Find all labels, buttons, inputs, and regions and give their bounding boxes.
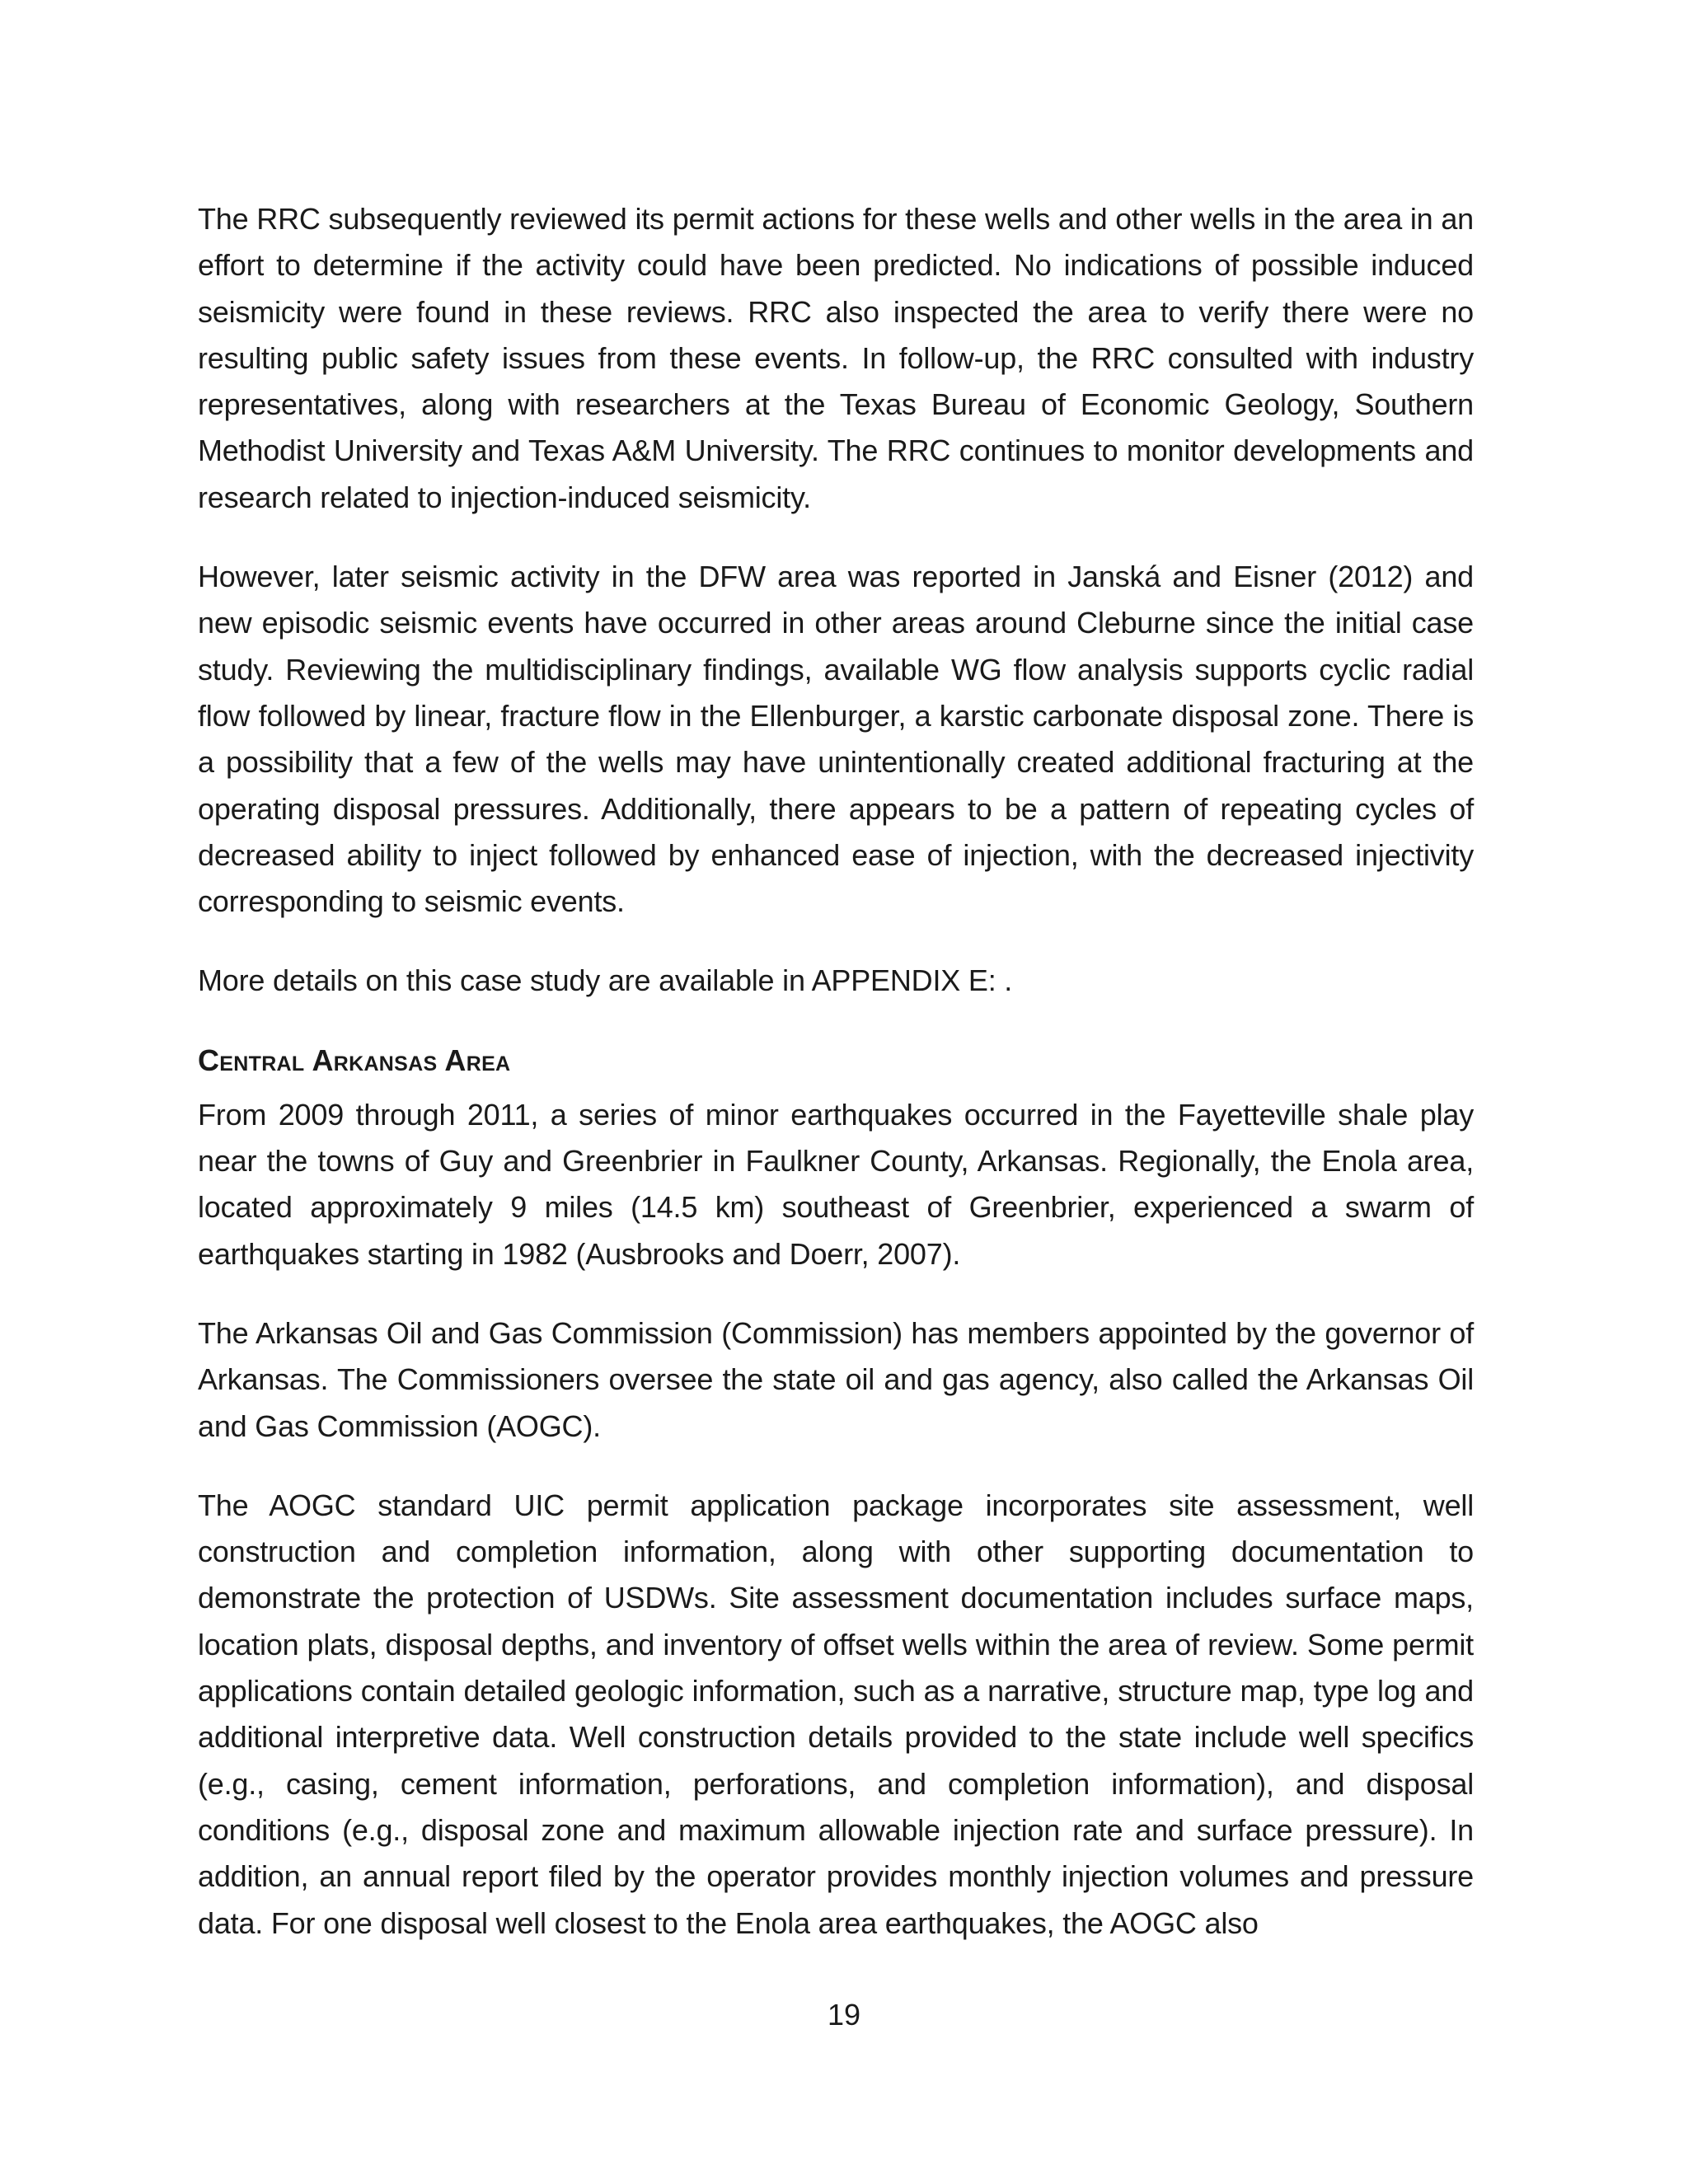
page-body <box>198 196 1474 1980</box>
paragraph-aogc-permit-package: The AOGC standard UIC permit application package incorporates site assessment, well construction and completion information, along with other supporting documentation to demonstrate the protection of USDWs. Site assessment documentation includes surface maps, location plats, disposal depths, and inventory of offset wells within the area of review. Some permit applications contain detailed geologic information, such as a narrative, structure map, type log and additional interpretive data. Well construction details provided to the state include well specifics (e.g., casing, cement information, perforations, and completion information), and disposal conditions (e.g., disposal zone and maximum allowable injection rate and surface pressure). In addition, an annual report filed by the operator provides monthly injection volumes and pressure data. For one disposal well closest to the Enola area earthquakes, the AOGC also <box>198 1488 1474 1940</box>
paragraph-aogc-commission: The Arkansas Oil and Gas Commission (Commission) has members appointed by the governor of Arkansas. The Commissioners oversee the state oil and gas agency, also called the Arkansas Oil and Gas Commission (AOGC). <box>198 1315 1474 1443</box>
paragraph-later-seismic-activity: However, later seismic activity in the DFW area was reported in Janská and Eisner (2012) and new episodic seismic events have occurred in other areas around Cleburne since the initial case study. Reviewing the multidisciplinary findings, available WG flow analysis supports cyclic radial flow followed by linear, fracture flow in the Ellenburger, a karstic carbonate disposal zone. There is a possibility that a few of the wells may have unintentionally created additional fracturing at the operating disposal pressures. Additionally, there appears to be a pattern of repeating cycles of decreased ability to inject followed by enhanced ease of injection, with the decreased injectivity corresponding to seismic events. <box>198 560 1474 919</box>
paragraph-arkansas-earthquakes: From 2009 through 2011, a series of minor earthquakes occurred in the Fayetteville shale play near the towns of Guy and Greenbrier in Faulkner County, Arkansas. Regionally, the Enola area, located approximately 9 miles (14.5 km) southeast of Greenbrier, experienced a swarm of earthquakes starting in 1982 (Ausbrooks and Doerr, 2007). <box>198 1097 1474 1271</box>
paragraph-rrc-review: The RRC subsequently reviewed its permit actions for these wells and other wells in the area in an effort to determine if the activity could have been predicted. No indications of possible induced seismicity were found in these reviews. RRC also inspected the area to verify there were no resulting public safety issues from these events. In follow-up, the RRC consulted with industry representatives, along with researchers at the Texas Bureau of Economic Geology, Southern Methodist University and Texas A&M University. The RRC continues to monitor developments and research related to injection-induced seismicity. <box>198 202 1474 514</box>
page-number: 19 <box>827 1998 861 2032</box>
section-heading-central-arkansas: Central Arkansas Area <box>198 1043 511 1077</box>
paragraph-appendix-reference: More details on this case study are available in APPENDIX E: . <box>198 963 1013 998</box>
